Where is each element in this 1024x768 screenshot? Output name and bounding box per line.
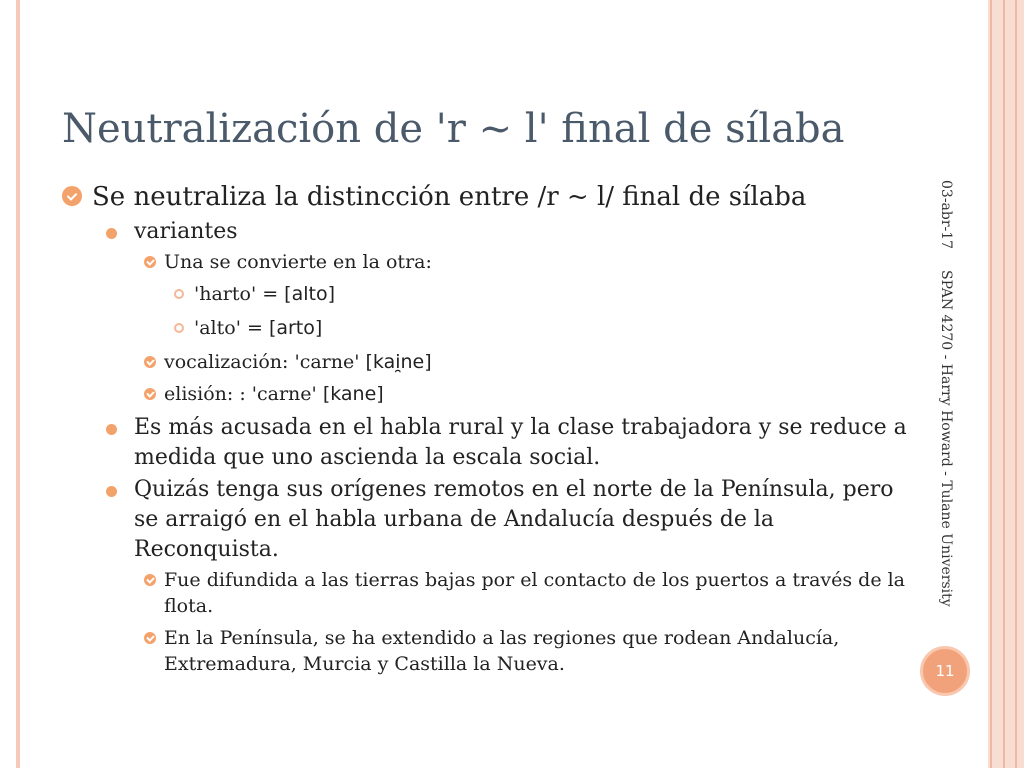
right-border-line xyxy=(1015,0,1017,768)
bullet-text: Fue difundida a las tierras bajas por el contacto de los puertos a través de la flota. xyxy=(164,569,906,617)
bullet-text: Una se convierte en la otra: xyxy=(164,251,432,273)
check-circle-icon xyxy=(144,388,156,400)
bullet-level-2 xyxy=(62,413,922,473)
dot-icon xyxy=(106,424,117,435)
slide-title: Neutralización de 'r ~ l' final de sílaba xyxy=(62,106,845,152)
check-circle-icon xyxy=(144,632,156,644)
page-number-badge: 11 xyxy=(920,646,970,696)
slide-date: 03-abr-17 xyxy=(938,180,954,250)
bullet-text: Quizás tenga sus orígenes remotos en el norte de la Península, pero se arraigó en el habla urbana de Andalucía después de la Reconquista. xyxy=(134,477,894,562)
slide-body xyxy=(62,180,922,683)
bullet-level-4 xyxy=(62,281,922,307)
dot-icon xyxy=(106,486,117,497)
ipa-transcription: [kane] xyxy=(322,383,384,405)
bullet-text: Es más acusada en el habla rural y la clase trabajadora y se reduce a medida que uno ascienda la escala social. xyxy=(134,415,907,470)
bullet-level-4 xyxy=(62,315,922,341)
ipa-transcription: [arto] xyxy=(268,317,323,339)
bullet-text: variantes xyxy=(134,219,238,244)
bullet-text: 'harto' = xyxy=(194,283,285,305)
check-circle-icon xyxy=(144,574,156,586)
ipa-transcription: [kai̯ne] xyxy=(365,351,432,373)
ring-icon xyxy=(174,289,184,299)
bullet-level-3 xyxy=(62,249,922,275)
slide-footer-course: SPAN 4270 - Harry Howard - Tulane University xyxy=(938,270,954,607)
bullet-level-1 xyxy=(62,180,922,214)
check-circle-icon xyxy=(62,186,82,206)
bullet-level-3 xyxy=(62,625,922,677)
check-circle-icon xyxy=(144,356,156,368)
bullet-text: 'alto' = xyxy=(194,317,269,339)
ring-icon xyxy=(174,323,184,333)
bullet-level-3 xyxy=(62,349,922,375)
bullet-text: elisión: : 'carne' xyxy=(164,383,323,405)
bullet-text: Se neutraliza la distincción entre /r ~ l/ final de sílaba xyxy=(92,182,807,212)
bullet-level-2 xyxy=(62,475,922,565)
right-border-band xyxy=(988,0,1024,768)
bullet-text: vocalización: 'carne' xyxy=(164,351,366,373)
check-circle-icon xyxy=(144,256,156,268)
right-border-line xyxy=(990,0,992,768)
right-border-line xyxy=(1003,0,1005,768)
bullet-level-2 xyxy=(62,217,922,247)
bullet-text: En la Península, se ha extendido a las regiones que rodean Andalucía, Extremadura, Murcia y Castilla la Nueva. xyxy=(164,627,840,675)
bullet-level-3 xyxy=(62,381,922,407)
left-border-rule xyxy=(16,0,20,768)
dot-icon xyxy=(106,228,117,239)
ipa-transcription: [alto] xyxy=(284,283,335,305)
bullet-level-3 xyxy=(62,567,922,619)
